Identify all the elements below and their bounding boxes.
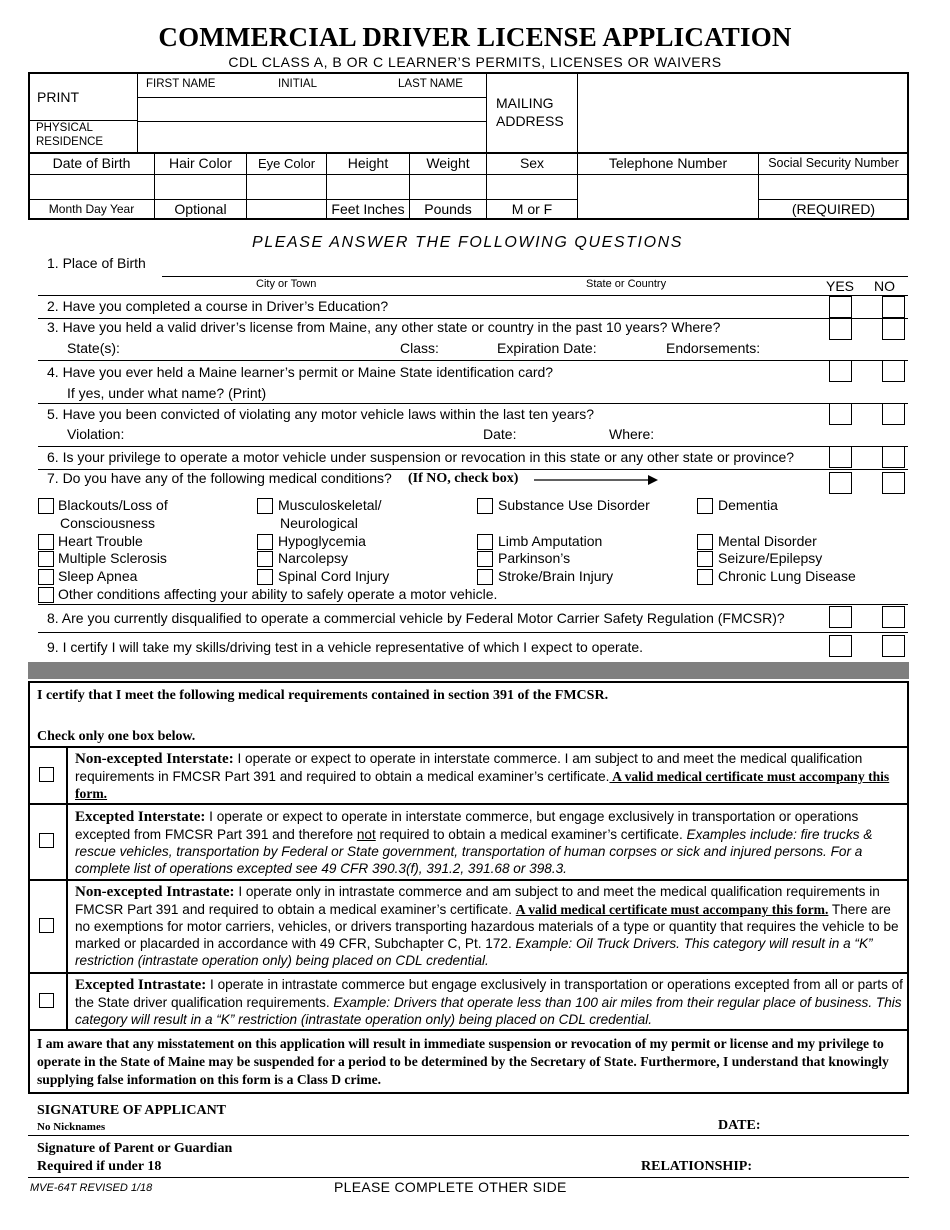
q5-no-checkbox[interactable]	[882, 403, 905, 425]
sex-header: Sex	[519, 155, 545, 171]
eye-field[interactable]	[248, 176, 325, 219]
ssn-hint: (REQUIRED)	[791, 201, 876, 217]
substance-label: Substance Use Disorder	[498, 497, 650, 513]
limb-label: Limb Amputation	[498, 533, 603, 549]
non-excepted-intrastate-text	[75, 883, 903, 969]
q4-no-checkbox[interactable]	[882, 360, 905, 382]
relationship-field[interactable]	[770, 1150, 908, 1176]
ssn-header: Social Security Number	[768, 156, 899, 170]
q5-text: 5. Have you been convicted of violating any motor vehicle laws within the last ten years?	[47, 406, 595, 422]
city-sublabel: City or Town	[256, 278, 317, 290]
q2-text: 2. Have you completed a course in Driver’s Education?	[47, 298, 389, 314]
q1-label: 1. Place of Birth	[47, 255, 146, 271]
hair-field[interactable]	[156, 176, 245, 198]
mailing-label-2: ADDRESS	[496, 113, 564, 129]
height-hint: Feet Inches	[331, 201, 405, 217]
place-of-birth-field[interactable]	[162, 258, 908, 276]
substance-checkbox[interactable]	[477, 498, 493, 514]
q7-text: 7. Do you have any of the following medical conditions?	[47, 470, 392, 486]
print-label: PRINT	[37, 89, 79, 105]
form-id: MVE-64T REVISED 1/18	[30, 1182, 153, 1194]
excepted-interstate-checkbox[interactable]	[39, 833, 54, 848]
dob-field[interactable]	[30, 176, 153, 198]
physical-residence-label-1: PHYSICAL	[36, 122, 93, 134]
non-excepted-intrastate-example: Example: Oil Truck Drivers. This category will result in a “K” restriction (intrastate operation only) being placed on CDL credential.	[75, 936, 873, 968]
physical-residence-field[interactable]	[139, 123, 485, 151]
non-excepted-interstate-checkbox[interactable]	[39, 767, 54, 782]
excepted-interstate-title: Excepted Interstate:	[75, 809, 206, 825]
no-header: NO	[874, 278, 895, 294]
eye-header: Eye Color	[257, 156, 316, 171]
blackouts-label-2: Consciousness	[60, 515, 155, 531]
non-excepted-interstate-requirement: A valid medical certificate must accompany this form.	[75, 769, 890, 801]
questions-heading: PLEASE ANSWER THE FOLLOWING QUESTIONS	[251, 234, 684, 251]
mental-checkbox[interactable]	[697, 534, 713, 550]
ms-checkbox[interactable]	[38, 551, 54, 567]
excepted-intrastate-text	[75, 976, 903, 1028]
parkinsons-label: Parkinson’s	[498, 550, 571, 566]
hair-header: Hair Color	[168, 155, 232, 171]
non-excepted-interstate-body: I operate or expect to operate in interstate commerce. I am subject to and meet the medical qualification requirements in FMCSR Part 391 and required to obtain a medical examiner’s certificate.	[75, 751, 863, 784]
parent-signature-field[interactable]	[255, 1140, 635, 1176]
dob-hint: Month Day Year	[48, 202, 135, 216]
musculoskeletal-label: Musculoskeletal/	[278, 497, 382, 513]
weight-field[interactable]	[411, 176, 485, 198]
certify-heading: I certify that I meet the following medical requirements contained in section 391 of the FMCSR.	[37, 688, 609, 703]
mailing-address-field[interactable]	[579, 74, 907, 151]
dementia-checkbox[interactable]	[697, 498, 713, 514]
sex-field[interactable]	[488, 176, 576, 198]
seizure-checkbox[interactable]	[697, 551, 713, 567]
applicant-signature-label: SIGNATURE OF APPLICANT	[37, 1103, 227, 1118]
complete-other-side-note: PLEASE COMPLETE OTHER SIDE	[334, 1179, 567, 1195]
q5-yes-checkbox[interactable]	[829, 403, 852, 425]
parent-required-note: Required if under 18	[37, 1159, 162, 1174]
non-excepted-interstate-title: Non-excepted Interstate:	[75, 751, 234, 767]
excepted-intrastate-title: Excepted Intrastate:	[75, 977, 207, 993]
stroke-label: Stroke/Brain Injury	[498, 568, 614, 584]
musculoskeletal-label-2: Neurological	[280, 515, 358, 531]
misstatement-warning: I am aware that any misstatement on this application will result in immediate suspension or revocation of my permit or license and my privilege to operate in the State of Maine may be suspended for a period to be determined by the Secretary of State. Furthermore, I understand that knowingly supplying false information on this form is a Class D crime.	[37, 1036, 889, 1087]
form-subtitle: CDL CLASS A, B OR C LEARNER’S PERMITS, LICENSES OR WAIVERS	[228, 54, 722, 70]
q7-no-checkbox[interactable]	[882, 472, 905, 494]
weight-hint: Pounds	[424, 201, 472, 217]
limb-checkbox[interactable]	[477, 534, 493, 550]
non-excepted-interstate-text	[75, 750, 903, 802]
q6-no-checkbox[interactable]	[882, 446, 905, 468]
section-divider-bar	[28, 662, 909, 679]
seizure-label: Seizure/Epilepsy	[718, 550, 823, 566]
last-name-field[interactable]	[390, 92, 484, 97]
q7-note: (If NO, check box)	[408, 471, 519, 486]
q8-text: 8. Are you currently disqualified to operate a commercial vehicle by Federal Motor Carrier Safety Regulation (FMCSR)?	[47, 610, 785, 626]
first-name-label: FIRST NAME	[146, 78, 216, 90]
weight-header: Weight	[426, 155, 470, 171]
q4-sub-text: If yes, under what name? (Print)	[67, 385, 267, 401]
q4-yes-checkbox[interactable]	[829, 360, 852, 382]
ms-label: Multiple Sclerosis	[58, 550, 167, 566]
non-excepted-intrastate-requirement: A valid medical certificate must accompany this form.	[515, 902, 829, 917]
q5-where-label: Where:	[609, 426, 655, 442]
state-sublabel: State or Country	[586, 278, 667, 290]
q9-yes-checkbox[interactable]	[829, 635, 852, 657]
other-conditions-label: Other conditions affecting your ability to safely operate a motor vehicle.	[58, 586, 498, 602]
excepted-interstate-not: not	[356, 827, 376, 842]
height-field[interactable]	[328, 176, 408, 198]
other-conditions-checkbox[interactable]	[38, 587, 54, 603]
non-excepted-intrastate-body-1: I operate only in intrastate commerce and am subject to and meet the medical qualification requirements in FMCSR Part 391 and required to obtain a medical examiner’s certificate.	[75, 884, 880, 917]
non-excepted-intrastate-title: Non-excepted Intrastate:	[75, 884, 235, 900]
excepted-intrastate-checkbox[interactable]	[39, 993, 54, 1008]
lung-label: Chronic Lung Disease	[718, 568, 856, 584]
heart-label: Heart Trouble	[58, 533, 143, 549]
q8-yes-checkbox[interactable]	[829, 606, 852, 628]
q2-no-checkbox[interactable]	[882, 296, 905, 318]
date-field[interactable]	[770, 1110, 908, 1134]
q6-text: 6. Is your privilege to operate a motor vehicle under suspension or revocation in this state or any other state or province?	[47, 449, 795, 465]
apnea-label: Sleep Apnea	[58, 568, 138, 584]
no-nicknames-note: No Nicknames	[37, 1121, 106, 1133]
q5-date-label: Date:	[483, 426, 517, 442]
q3-states-label: State(s):	[67, 340, 120, 356]
q6-yes-checkbox[interactable]	[829, 446, 852, 468]
narcolepsy-checkbox[interactable]	[257, 551, 273, 567]
q2-yes-checkbox[interactable]	[829, 296, 852, 318]
applicant-signature-field[interactable]	[255, 1100, 705, 1134]
last-name-label: LAST NAME	[398, 78, 463, 90]
blackouts-label: Blackouts/Loss of	[58, 497, 168, 513]
q7-yes-checkbox[interactable]	[829, 472, 852, 494]
q9-text: 9. I certify I will take my skills/driving test in a vehicle representative of which I expect to operate.	[47, 639, 644, 655]
excepted-interstate-examples: Examples include: fire trucks & rescue vehicles, transportation by Federal or State government, transportation of human corpses or sick and injured persons. For a complete list of operations excepted see 49 CFR 390.3(f), 391.2, 391.68 or 398.3.	[75, 827, 873, 876]
dob-header: Date of Birth	[52, 155, 131, 171]
q3-text: 3. Have you held a valid driver’s license from Maine, any other state or country in the past 10 years? Where?	[47, 319, 721, 335]
non-excepted-intrastate-checkbox[interactable]	[39, 918, 54, 933]
excepted-interstate-text	[75, 808, 903, 877]
date-label: DATE:	[718, 1118, 761, 1133]
q9-no-checkbox[interactable]	[882, 635, 905, 657]
blackouts-checkbox[interactable]	[38, 498, 54, 514]
q3-yes-checkbox[interactable]	[829, 318, 852, 340]
q3-endorsements-label: Endorsements:	[666, 340, 761, 356]
lung-checkbox[interactable]	[697, 569, 713, 585]
q5-violation-label: Violation:	[67, 426, 125, 442]
q4-text: 4. Have you ever held a Maine learner’s permit or Maine State identification card?	[47, 364, 554, 380]
q3-expiration-label: Expiration Date:	[497, 340, 597, 356]
physical-residence-label-2: RESIDENCE	[36, 136, 104, 148]
q3-class-label: Class:	[400, 340, 439, 356]
hypoglycemia-checkbox[interactable]	[257, 534, 273, 550]
ssn-field[interactable]	[760, 176, 907, 198]
hypoglycemia-label: Hypoglycemia	[278, 533, 366, 549]
non-excepted-intrastate-body-2: There are no exemptions for motor carriers, vehicles, or drivers transporting hazardous materials of a type or quantity that requires the vehicle to be marked or placarded in accordance with 49 CFR, Subchapter C, Pt. 172.	[75, 902, 899, 951]
heart-checkbox[interactable]	[38, 534, 54, 550]
mental-label: Mental Disorder	[718, 533, 817, 549]
check-one-label: Check only one box below.	[37, 729, 196, 744]
hair-hint: Optional	[174, 201, 227, 217]
excepted-interstate-body-1: I operate or expect to operate in interstate commerce, but engage exclusively in transportation or operations excepted from FMCSR Part 391 and therefore	[75, 809, 859, 842]
narcolepsy-label: Narcolepsy	[278, 550, 349, 566]
mailing-label-1: MAILING	[496, 95, 554, 111]
apnea-checkbox[interactable]	[38, 569, 54, 585]
q3-no-checkbox[interactable]	[882, 318, 905, 340]
parkinsons-checkbox[interactable]	[477, 551, 493, 567]
excepted-intrastate-body: I operate in intrastate commerce but engage exclusively in transportation or operations excepted from all or parts of the State driver qualification requirements.	[75, 977, 903, 1010]
q8-no-checkbox[interactable]	[882, 606, 905, 628]
height-header: Height	[347, 155, 389, 171]
spinal-checkbox[interactable]	[257, 569, 273, 585]
arrow-right-icon	[534, 473, 660, 487]
dementia-label: Dementia	[718, 497, 778, 513]
initial-label: INITIAL	[278, 78, 317, 90]
parent-signature-label: Signature of Parent or Guardian	[37, 1141, 233, 1156]
excepted-interstate-body-2: required to obtain a medical examiner’s certificate.	[375, 827, 687, 842]
relationship-label: RELATIONSHIP:	[641, 1159, 752, 1174]
excepted-intrastate-example: Example: Drivers that operate less than 100 air miles from their regular place of business. This category will result in a “K” restriction (intrastate operation only) being placed on CDL credential.	[75, 995, 902, 1027]
stroke-checkbox[interactable]	[477, 569, 493, 585]
initial-field[interactable]	[275, 92, 385, 97]
musculoskeletal-checkbox[interactable]	[257, 498, 273, 514]
phone-header: Telephone Number	[608, 155, 728, 171]
first-name-field[interactable]	[140, 92, 270, 97]
yes-header: YES	[826, 278, 855, 294]
sex-hint: M or F	[511, 201, 553, 217]
spinal-label: Spinal Cord Injury	[278, 568, 390, 584]
phone-field[interactable]	[579, 176, 757, 219]
form-title: COMMERCIAL DRIVER LICENSE APPLICATION	[158, 22, 792, 52]
